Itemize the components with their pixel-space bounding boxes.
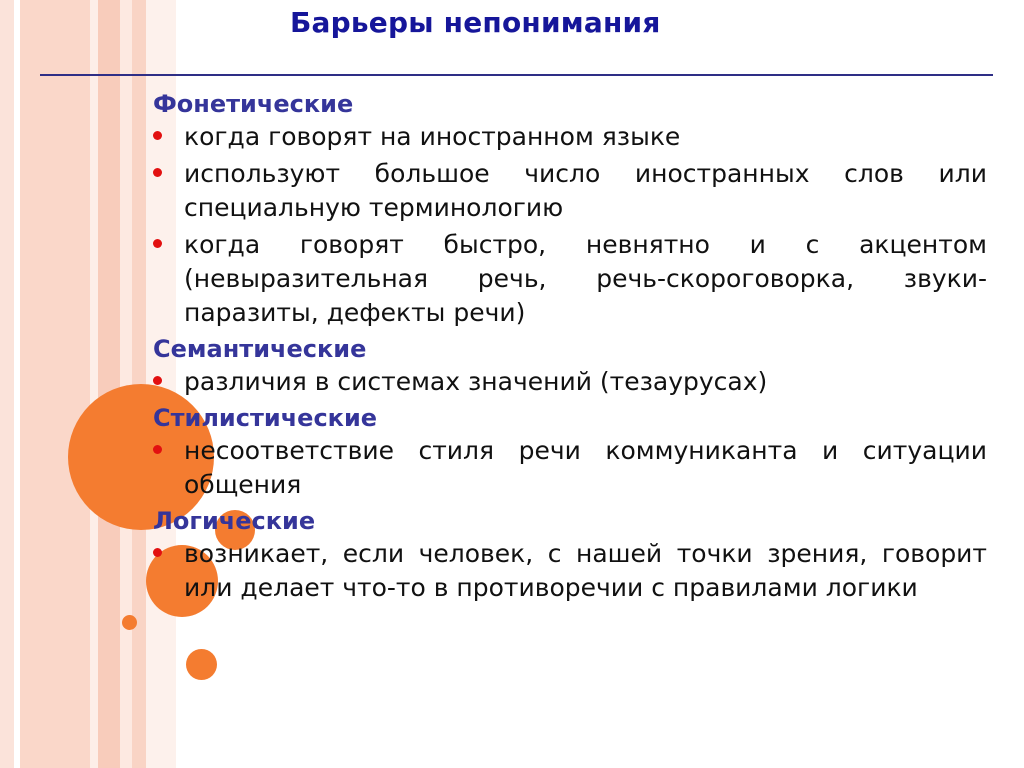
stripe xyxy=(98,0,120,768)
section-phonetic xyxy=(153,88,987,330)
list-item-text: различия в системах значений (тезаурусах) xyxy=(184,367,768,396)
bullet-list xyxy=(153,537,987,605)
bullet-icon xyxy=(153,445,162,454)
bullet-list xyxy=(153,365,987,399)
list-item-text: используют большое число иностранных слов или специальную терминологию xyxy=(184,159,987,222)
bullet-icon xyxy=(153,168,162,177)
list-item-text: когда говорят на иностранном языке xyxy=(184,122,681,151)
section-heading: Семантические xyxy=(153,335,367,363)
section-heading: Стилистические xyxy=(153,404,378,432)
bullet-list xyxy=(153,120,987,330)
list-item xyxy=(153,157,987,225)
section-semantic xyxy=(153,333,987,399)
bullet-icon xyxy=(153,548,162,557)
bullet-icon xyxy=(153,376,162,385)
title-divider xyxy=(40,74,993,76)
section-stylistic xyxy=(153,402,987,502)
list-item xyxy=(153,434,987,502)
list-item xyxy=(153,365,987,399)
section-logical xyxy=(153,505,987,605)
bullet-icon xyxy=(153,239,162,248)
slide-title: Барьеры непонимания xyxy=(290,6,661,39)
list-item xyxy=(153,537,987,605)
stripe xyxy=(20,0,90,768)
list-item-text: когда говорят быстро, невнятно и с акцентом (невыразительная речь, речь-скороговорка, звуки-паразиты, дефекты речи) xyxy=(184,230,987,327)
bullet-icon xyxy=(153,131,162,140)
section-heading: Фонетические xyxy=(153,90,354,118)
list-item xyxy=(153,228,987,330)
list-item-text: возникает, если человек, с нашей точки зрения, говорит или делает что-то в противоречии с правилами логики xyxy=(184,539,987,602)
bullet-list xyxy=(153,434,987,502)
list-item-text: несоответствие стиля речи коммуниканта и ситуации общения xyxy=(184,436,987,499)
slide-content xyxy=(153,88,987,608)
section-heading: Логические xyxy=(153,507,316,535)
stripe xyxy=(90,0,98,768)
list-item xyxy=(153,120,987,154)
stripe xyxy=(0,0,14,768)
decorative-circle-small-bottom xyxy=(186,649,217,680)
decorative-circle-tiny xyxy=(122,615,137,630)
